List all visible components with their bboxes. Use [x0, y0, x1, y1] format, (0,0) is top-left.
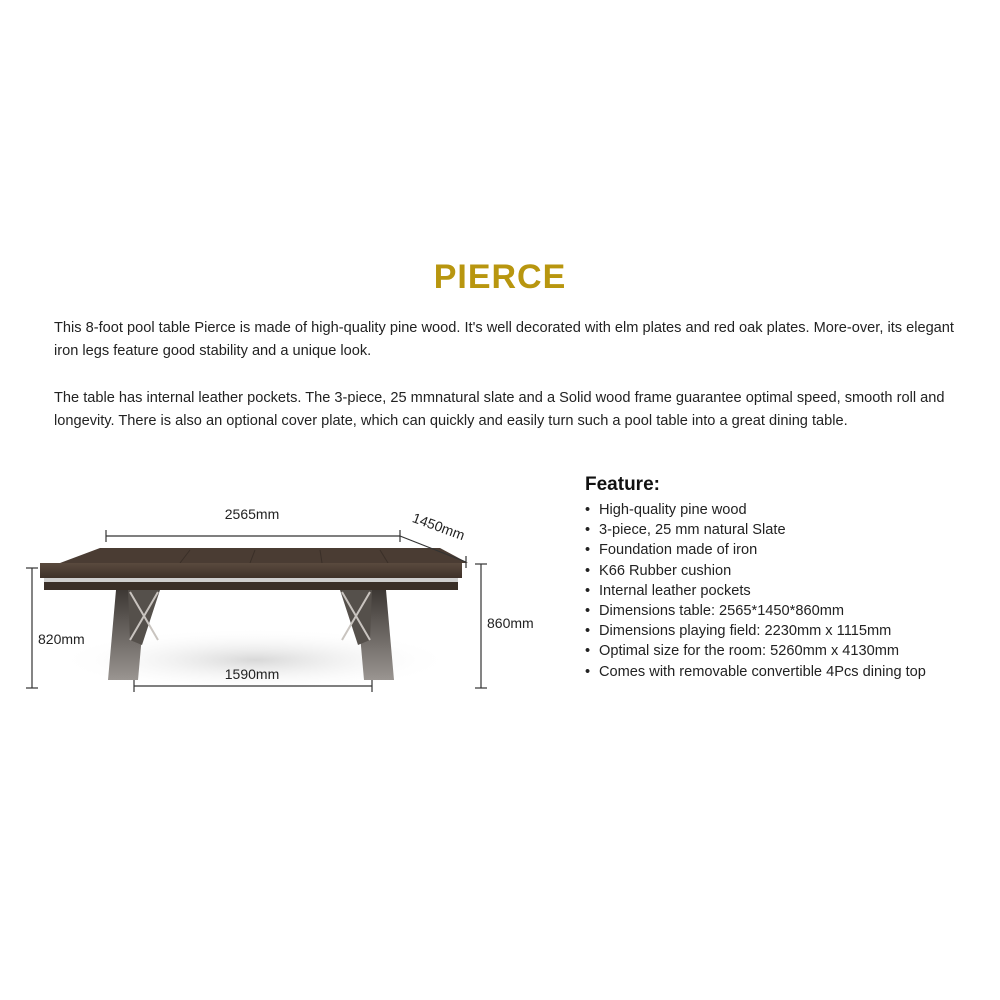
feature-item: • Dimensions playing field: 2230mm x 1115mm	[585, 621, 985, 641]
length-label: 2565mm	[224, 506, 280, 522]
left-height-dimension-line	[26, 568, 38, 688]
feature-item: • High-quality pine wood	[585, 500, 985, 520]
bullet-icon: •	[585, 502, 591, 518]
feature-item: • Optimal size for the room: 5260mm x 4130mm	[585, 641, 985, 661]
feature-item: • 3-piece, 25 mm natural Slate	[585, 520, 985, 540]
page-title: PIERCE	[433, 258, 567, 296]
features-panel	[585, 474, 985, 682]
right-height-dimension-line	[475, 564, 487, 688]
leg-span-label: 1590mm	[224, 666, 280, 682]
bullet-icon: •	[585, 562, 591, 579]
left-height-label: 820mm	[38, 631, 85, 647]
bullet-icon: •	[585, 582, 591, 599]
bullet-icon: •	[585, 542, 591, 559]
table-dimension-diagram	[20, 490, 560, 700]
description-paragraph-1: This 8-foot pool table Pierce is made of high-quality pine wood. It's well decorated with elm plates and red oak plates. More-over, its elegant iron legs feature good stability and a unique look.	[54, 320, 954, 359]
feature-item: • Foundation made of iron	[585, 540, 985, 560]
feature-item: • Dimensions table: 2565*1450*860mm	[585, 601, 985, 621]
bullet-icon: •	[585, 522, 591, 539]
length-dimension-line	[106, 530, 400, 542]
table-top	[60, 548, 468, 563]
table-trim	[44, 578, 458, 582]
features-list	[585, 500, 985, 682]
right-height-label: 860mm	[487, 615, 534, 631]
feature-item: • Comes with removable convertible 4Pcs dining top	[585, 662, 985, 682]
width-label: 1450mm	[410, 509, 468, 544]
bullet-icon: •	[585, 643, 591, 660]
feature-item: • Internal leather pockets	[585, 581, 985, 601]
table-apron	[40, 563, 462, 578]
bullet-icon: •	[585, 663, 591, 680]
bullet-icon: •	[585, 603, 591, 620]
description-paragraph-2: The table has internal leather pockets. The 3-piece, 25 mmnatural slate and a Solid wood frame guarantee optimal speed, smooth roll and longevity. There is also an optional cover plate, which can quickly and easily turn such a pool table into a great dining table.	[54, 390, 945, 429]
table-base	[44, 582, 458, 590]
features-heading: Feature:	[585, 474, 660, 495]
bullet-icon: •	[585, 623, 591, 640]
feature-item: • K66 Rubber cushion	[585, 561, 985, 581]
